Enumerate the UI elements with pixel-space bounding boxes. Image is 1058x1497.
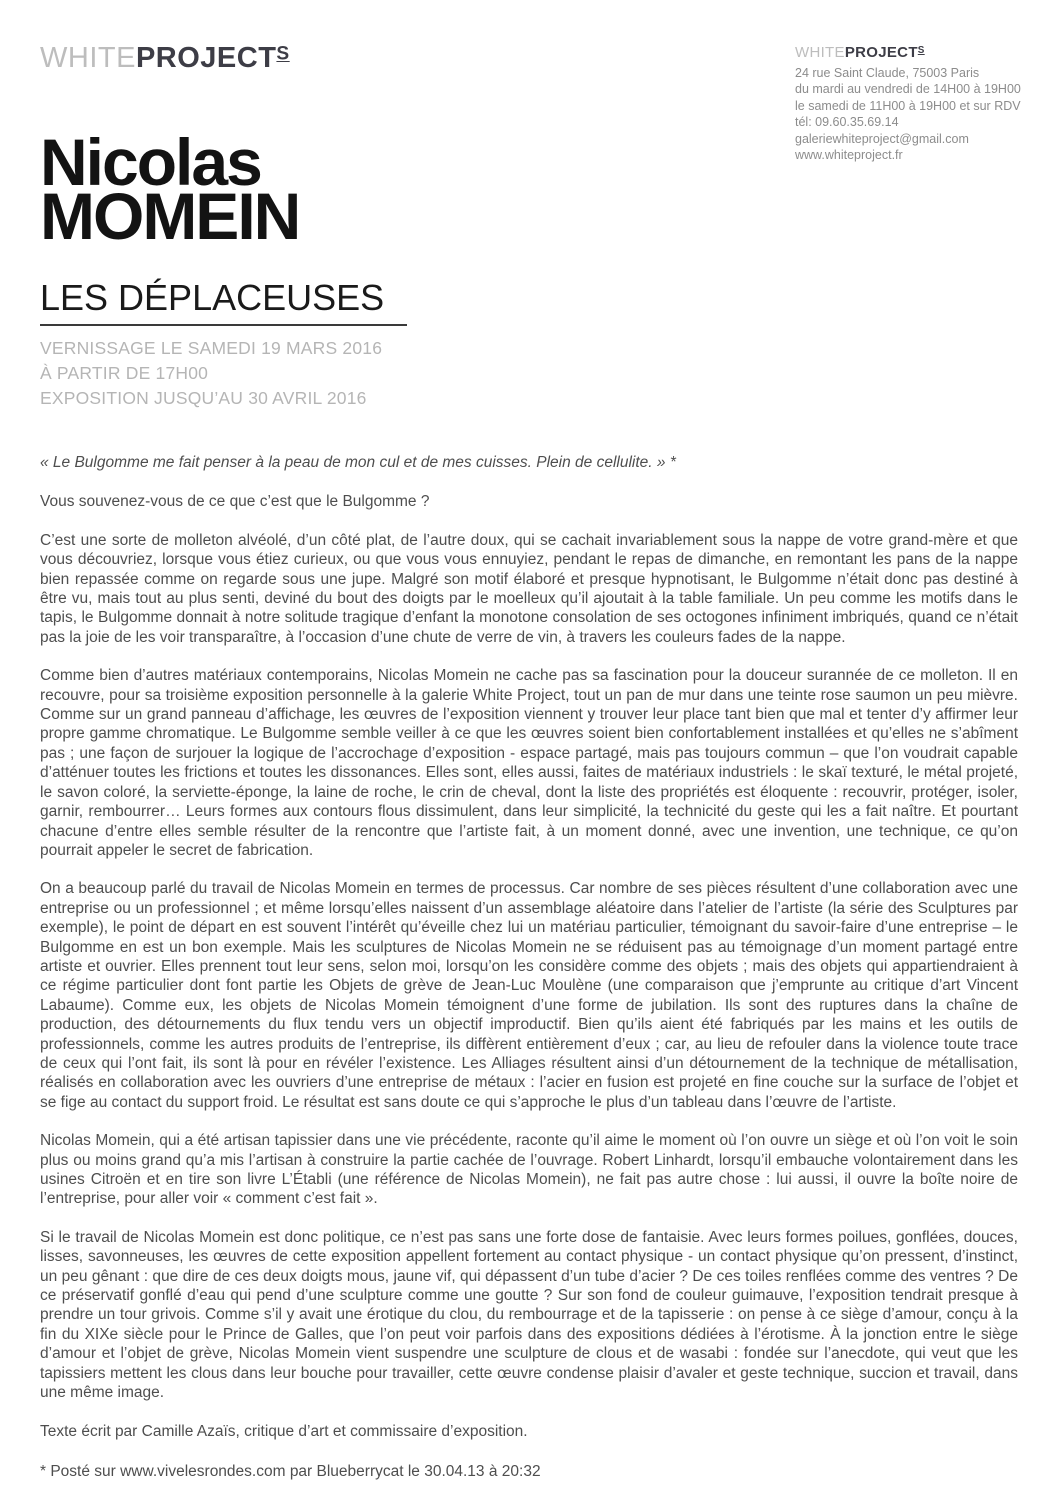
intro-question: Vous souvenez-vous de ce que c’est que le Bulgomme ? [40,493,430,511]
author-credit-line: Texte écrit par Camille Azaïs, critique d’art et commissaire d’exposition. [40,1423,528,1441]
contact-hours-weekdays: du mardi au vendredi de 14H00 à 19H00 [795,82,1021,97]
exhibition-title: LES DÉPLACEUSES [40,277,385,318]
contact-address: 24 rue Saint Claude, 75003 Paris [795,65,980,80]
artist-first-name: Nicolas [40,125,261,199]
contact-phone: tél: 09.60.35.69.14 [795,115,899,130]
logo-s-part: S [276,43,290,65]
body-paragraph-4: Nicolas Momein, qui a été artisan tapissier dans une vie précédente, raconte qu’il aime le moment où l’on ouvre un siège et où l’on voit le soin plus ou moins grand qu’a mis l’artisan à construire la partie cachée de l’ouvrage. Robert Linhardt, lorsqu’il embauche volontairement dans les usines Citroën et en tire son livre L’Établi (une référence de Nicolas Momein), ne fait pas autre chose : lui aussi, il ouvre la boîte noire de l’entreprise, pour aller voir « comment c’est fait ». [40,1132,1018,1208]
opening-quote: « Le Bulgomme me fait penser à la peau de mon cul et de mes cuisses. Plein de cellulite. » * [40,454,676,471]
title-underline-rule [40,324,407,326]
artist-last-name: MOMEIN [40,179,300,253]
contact-logo-project-part: PROJECT [844,43,918,61]
vernissage-time-line: À PARTIR DE 17H00 [40,363,209,383]
contact-block [795,42,1025,164]
quote-source-footnote: * Posté sur www.vivelesrondes.com par Blueberrycat le 30.04.13 à 20:32 [40,1462,541,1480]
vernissage-date-line: VERNISSAGE LE SAMEDI 19 MARS 2016 [40,338,383,358]
body-paragraph-5: Si le travail de Nicolas Momein est donc politique, ce n’est pas sans une forte dose de fantaisie. Avec leurs formes poilues, gonflées, douces, lisses, savonneuses, les œuvres de cette exposition appellent fortement au contact physique - un contact physique qu’on pressent, d’instinct, un peu gênant : que dire de ces deux doigts mous, jaune vif, qui dépassent d’un tube d’acier ? De ces toiles renflées comme des ventres ? De ce préservatif gonflé d’eau qui pend d’une sculpture comme une goutte ? Sur son fond de couleur guimauve, l’exposition tendrait presque à prendre un tour grivois. Comme s’il y avait une érotique du clou, du rembourrage et de la tapisserie : on pense à ce siège d’amour, conçu à la fin du XIXe siècle pour le Prince de Galles, que l’on peut voir parfois dans des expositions dédiées à l’érotisme. À la jonction entre le siège d’amour et l’objet de grève, Nicolas Momein vient suspendre une sculpture de clous et de wasabi : fondée sur l’anecdote, qui veut que les tapissiers mettent les clous dans leur bouche pour travailler, cette œuvre condense plaisir d’avaler et geste technique, succion et travail, dans une même image. [40,1228,1018,1402]
contact-logo [795,42,1025,62]
body-paragraph-3: On a beaucoup parlé du travail de Nicolas Momein en termes de processus. Car nombre de ses pièces résultent d’une collaboration avec une entreprise ou un professionnel ; et même lorsqu’elles naissent d’un assemblage aléatoire dans l’atelier de l’artiste (la série des Sculptures par exemple), le point de départ en est souvent l’intérêt qu’éveille chez lui un matériau particulier, témoignant du savoir-faire d’une entreprise – le Bulgomme en est un bon exemple. Mais les sculptures de Nicolas Momein ne se réduisent pas au témoignage d’un moment partagé entre artiste et ouvrier. Elles prennent tout leur sens, selon moi, lorsqu’on les considère comme des objets ; mais des objets qui appartiendraient à ce régime particulier dont font partie les Objets de grève de Jean-Luc Moulène (une comparaison que j’emprunte au critique d’art Vincent Labaume). Comme eux, les objets de Nicolas Momein témoignent d’une forme de jubilation. Ils sont des ruptures dans la chaîne de production, des détournements du flux tendu vers un objectif improductif. Bien qu’ils aient été fabriqués par les mains et les outils de professionnels, comme les autres produits de l’entreprise, ils diffèrent entièrement d’eux ; car, au lieu de refouler dans la violence toute trace de ceux qui l’ont fait, ils sont là pour en révéler l’existence. Les Alliages résultent ainsi d’un détournement de la technique de métallisation, réalisés en collaboration avec les ouvriers d’une entreprise de métaux : l’acier en fusion est projeté en fine couche sur la surface de l’objet et se fige au contact du support froid. Le résultat est sans doute ce qui s’approche le plus d’un tableau dans l’œuvre de l’artiste. [40,880,1018,1111]
body-paragraph-1: C’est une sorte de molleton alvéolé, d’un côté plat, de l’autre doux, qui se cachait invariablement sous la nappe de votre grand-mère et que vous découvriez, lorsque vous étiez curieux, ou que vous vous ennuyiez, pendant le repas de dimanche, en remontant les pans de la nappe bien repassée comme on regarde sous une jupe. Malgré son motif élaboré et presque hypnotisant, le Bulgomme n’était donc pas destiné à être vu, mais tout au plus senti, deviné du bout des doigts par le moelleux qu’il ajoutait à la table familiale. Un peu comme les motifs dans le tapis, le Bulgomme donnait à notre solitude tragique d’enfant la monotone consolation de ses octogones infiniment imbriqués, quand ce n’était pas la joie de les voir transparaître, à l’occasion d’une chute de verre de vin, à travers les couleurs fades de la nappe. [40,531,1018,646]
logo-project-part: PROJECT [135,42,277,74]
body-paragraph-2: Comme bien d’autres matériaux contemporains, Nicolas Momein ne cache pas sa fascination pour la douceur surannée de ce molleton. Il en recouvre, pour sa troisième exposition personnelle à la galerie White Project, tout un pan de mur dans une teinte rose saumon un peu mièvre. Comme sur un grand panneau d’affichage, les œuvres de l’exposition viennent y trouver leur place tant bien que mal et tenter d’y affirmer leur propre gamme chromatique. Le Bulgomme semble veiller à ce que les œuvres soient bien confortablement installées et qu’elles ne s’abîment pas ; une façon de surjouer la logique de l’accrochage d’exposition - espace partagé, mais pas toujours commun – que l’on voudrait capable d’atténuer toutes les frictions et toutes les dissonances. Elles sont, elles aussi, faites de matériaux industriels : le skaï texturé, le métal projeté, le savon coloré, la serviette-éponge, la laine de roche, le crin de cheval, dont la liste des propriétés est éloquente : recouvrir, protéger, isoler, garnir, rembourrer… Leurs formes aux contours flous dissimulent, dans leur simplicité, la technicité du geste qui les a fait naître. Et pourtant chacune d’entre elles semble résulter de la rencontre que l’artiste fait, à un moment donné, avec une invention, une technique, ce qu’on pourrait appeler le secret de fabrication. [40,667,1018,859]
exhibition-details [40,336,1018,411]
exhibition-end-date-line: EXPOSITION JUSQU’AU 30 AVRIL 2016 [40,388,367,408]
contact-hours-saturday: le samedi de 11H00 à 19H00 et sur RDV [795,98,1021,113]
contact-logo-s-part: S [917,45,925,56]
logo-white-part: WHITE [40,42,136,74]
contact-email-link[interactable]: galeriewhiteproject@gmail.com [795,131,969,146]
contact-website-link[interactable]: www.whiteproject.fr [795,148,903,163]
contact-logo-white-part: WHITE [795,43,845,61]
